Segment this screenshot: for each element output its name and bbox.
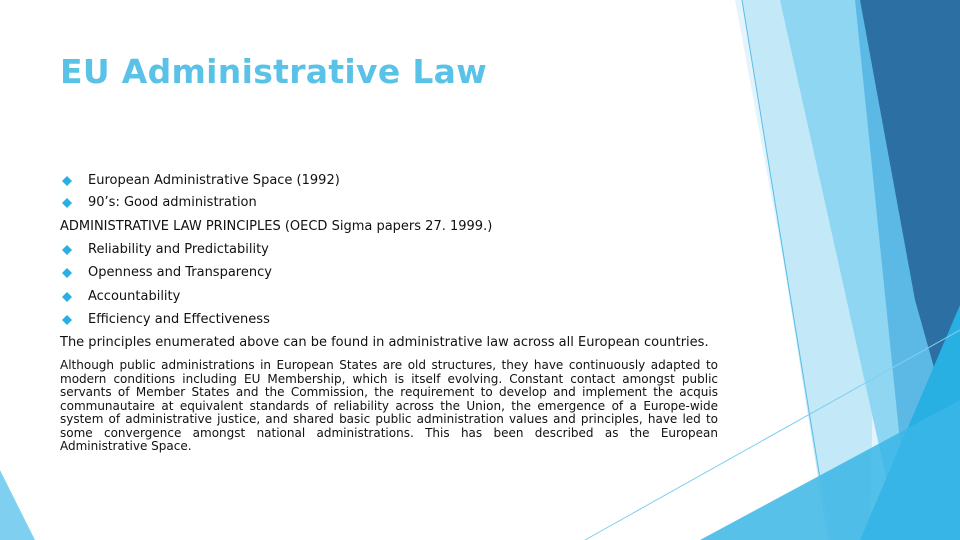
diamond-bullet-icon [62, 198, 72, 208]
body-paragraph: Although public administrations in European States are old structures, they have continuously adapted to modern conditions including EU Membership, which is itself evolving. Constant contact amongst public servants of Member States and the Commission, the requirement to develop and implement the acquis communautaire at equivalent standards of reliability across the Union, the emergence of a Europe-wide system of administrative justice, and shared basic public administration values and principles, have led to some convergence amongst national administrations. This has been described as the European Administrative Space. [60, 358, 718, 453]
bullet-text: 90’s: Good administration [88, 195, 257, 210]
slide-title: EU Administrative Law [60, 52, 488, 91]
diamond-bullet-icon [62, 292, 72, 302]
bullet-text: European Administrative Space (1992) [88, 173, 340, 188]
decor-left-corner [0, 470, 35, 540]
principle-text: Efficiency and Effectiveness [88, 312, 270, 327]
principle-text: Openness and Transparency [88, 265, 272, 280]
principle-text: Accountability [88, 289, 181, 304]
diamond-bullet-icon [62, 268, 72, 278]
diamond-bullet-icon [62, 245, 72, 255]
diamond-bullet-icon [62, 315, 72, 325]
principles-heading: ADMINISTRATIVE LAW PRINCIPLES (OECD Sigma papers 27. 1999.) [60, 219, 493, 234]
summary-text: The principles enumerated above can be found in administrative law across all European countries. [60, 335, 709, 350]
principle-text: Reliability and Predictability [88, 242, 269, 257]
diamond-bullet-icon [62, 176, 72, 186]
